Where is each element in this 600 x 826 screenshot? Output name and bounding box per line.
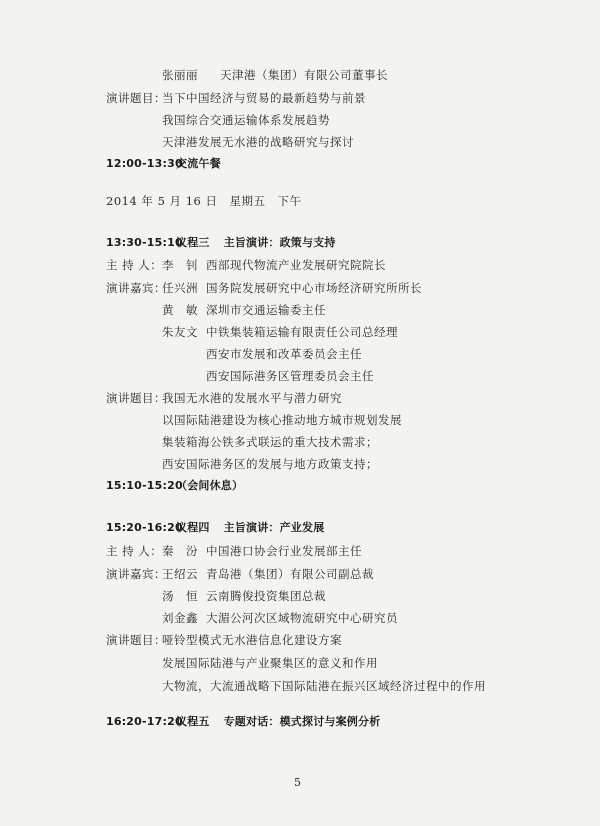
topic-line: 西安国际港务区的发展与地方政策支持； [162,457,378,471]
schedule-heading [106,235,336,251]
topic-line [106,632,342,648]
guest-line [106,280,422,296]
topic-line: 发展国际陆港与产业聚集区的意义和作用 [162,656,378,670]
guest-line [162,588,326,604]
guest-name: 任兴洲 [162,281,198,295]
topic-line: 以国际陆港建设为核心推动地方城市规划发展 [162,413,402,427]
schedule-heading [106,156,221,172]
topic-line: 大物流，大流通战略下国际陆港在振兴区域经济过程中的作用 [162,679,486,693]
host-name: 李 钊 [162,258,198,272]
schedule-heading [106,478,243,494]
time-range: 16:20-17:20 [106,715,183,728]
time-range: 13:30-15:10 [106,236,183,249]
host-name: 秦 汾 [162,544,198,558]
session-title: 主旨演讲：产业发展 [223,521,325,534]
host-line [106,257,386,273]
topic-text: 哑铃型模式无水港信息化建设方案 [162,633,342,647]
guest-line [162,302,326,318]
guest-title: 西安市发展和改革委员会主任 [206,347,362,361]
guest-label: 演讲嘉宾： [106,281,166,295]
topic-label: 演讲题目： [106,633,166,647]
topic-text: 当下中国经济与贸易的最新趋势与前景 [162,91,366,105]
topic-text: 我国无水港的发展水平与潜力研究 [162,391,342,405]
schedule-heading [106,714,380,730]
host-label: 主 持 人： [106,258,163,272]
topic-line [106,390,342,406]
speaker-name: 张丽丽 [162,68,198,82]
guest-name: 汤 恒 [162,589,198,603]
guest-title: 云南腾俊投资集团总裁 [206,589,326,603]
topic-line: 集装箱海公铁多式联运的重大技术需求； [162,435,378,449]
topic-line: 我国综合交通运输体系发展趋势 [162,113,330,127]
host-line [106,543,362,559]
session-title: 交流午餐 [176,157,221,170]
guest-line [162,324,398,340]
page-number: 5 [294,776,302,789]
agenda-number: 议程五 [176,715,210,728]
guest-line [162,610,398,626]
time-range: 15:10-15:20 [106,479,183,492]
guest-title: 深圳市交通运输委主任 [206,303,326,317]
host-title: 中国港口协会行业发展部主任 [206,544,362,558]
guest-title: 中铁集装箱运输有限责任公司总经理 [206,325,398,339]
host-title: 西部现代物流产业发展研究院院长 [206,258,386,272]
schedule-heading [106,520,324,536]
topic-label: 演讲题目： [106,91,166,105]
guest-name: 王绍云 [162,567,198,581]
speaker-line [162,67,388,83]
agenda-number: 议程三 [176,236,210,249]
date-heading: 2014 年 5 月 16 日 星期五 下午 [106,194,302,208]
guest-line [106,566,374,582]
topic-label: 演讲题目： [106,391,166,405]
guest-name: 朱友文 [162,325,198,339]
guest-name: 刘金鑫 [162,611,198,625]
guest-label: 演讲嘉宾： [106,567,166,581]
agenda-number: 议程四 [176,521,210,534]
guest-title: 西安国际港务区管理委员会主任 [206,369,374,383]
guest-title: 国务院发展研究中心市场经济研究所所长 [206,281,422,295]
speaker-title: 天津港（集团）有限公司董事长 [220,68,388,82]
topic-line [106,90,366,106]
topic-line: 天津港发展无水港的战略研究与探讨 [162,135,354,149]
session-title: （会间休息） [176,479,244,492]
session-title: 主旨演讲：政策与支持 [223,236,336,249]
session-title: 专题对话：模式探讨与案例分析 [223,715,381,728]
guest-title: 大湄公河次区域物流研究中心研究员 [206,611,398,625]
time-range: 12:00-13:30 [106,157,183,170]
host-label: 主 持 人： [106,544,163,558]
time-range: 15:20-16:20 [106,521,183,534]
guest-title: 青岛港（集团）有限公司副总裁 [206,567,374,581]
guest-name: 黄 敏 [162,303,198,317]
